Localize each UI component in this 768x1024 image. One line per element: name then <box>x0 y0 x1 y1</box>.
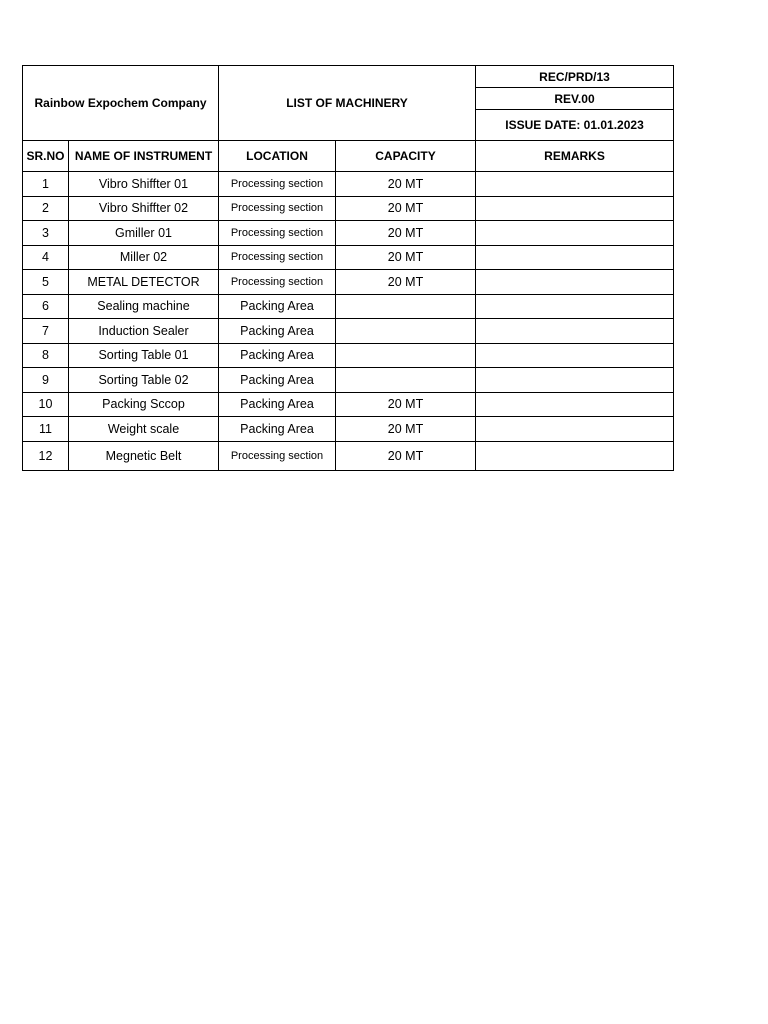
table-row <box>23 441 674 470</box>
cell-sr-no: 9 <box>23 368 69 393</box>
cell-remarks <box>476 368 674 393</box>
cell-instrument-name: Sorting Table 02 <box>69 368 219 393</box>
machinery-table <box>22 65 674 471</box>
cell-capacity <box>336 343 476 368</box>
cell-location: Packing Area <box>219 368 336 393</box>
cell-sr-no: 6 <box>23 294 69 319</box>
cell-location: Processing section <box>219 172 336 197</box>
cell-location: Packing Area <box>219 294 336 319</box>
cell-capacity: 20 MT <box>336 172 476 197</box>
cell-sr-no: 8 <box>23 343 69 368</box>
cell-capacity: 20 MT <box>336 417 476 442</box>
cell-instrument-name: Gmiller 01 <box>69 221 219 246</box>
cell-sr-no: 3 <box>23 221 69 246</box>
issue-date: ISSUE DATE: 01.01.2023 <box>476 110 674 141</box>
cell-remarks <box>476 392 674 417</box>
cell-location: Processing section <box>219 270 336 295</box>
table-row <box>23 319 674 344</box>
table-row <box>23 368 674 393</box>
cell-remarks <box>476 319 674 344</box>
column-header-sr-no: SR.NO <box>23 141 69 172</box>
cell-remarks <box>476 221 674 246</box>
cell-remarks <box>476 417 674 442</box>
table-row <box>23 294 674 319</box>
cell-sr-no: 7 <box>23 319 69 344</box>
cell-location: Processing section <box>219 196 336 221</box>
cell-instrument-name: Weight scale <box>69 417 219 442</box>
cell-remarks <box>476 196 674 221</box>
table-row <box>23 417 674 442</box>
cell-sr-no: 10 <box>23 392 69 417</box>
cell-capacity <box>336 368 476 393</box>
cell-location: Processing section <box>219 221 336 246</box>
cell-instrument-name: Sealing machine <box>69 294 219 319</box>
cell-capacity: 20 MT <box>336 245 476 270</box>
cell-capacity: 20 MT <box>336 441 476 470</box>
cell-sr-no: 12 <box>23 441 69 470</box>
cell-location: Processing section <box>219 441 336 470</box>
revision-number: REV.00 <box>476 88 674 110</box>
cell-capacity <box>336 319 476 344</box>
table-row <box>23 343 674 368</box>
cell-remarks <box>476 343 674 368</box>
cell-instrument-name: Vibro Shiffter 01 <box>69 172 219 197</box>
cell-capacity: 20 MT <box>336 392 476 417</box>
cell-instrument-name: Packing Sccop <box>69 392 219 417</box>
cell-remarks <box>476 245 674 270</box>
cell-instrument-name: Megnetic Belt <box>69 441 219 470</box>
cell-sr-no: 2 <box>23 196 69 221</box>
column-header-remarks: REMARKS <box>476 141 674 172</box>
cell-sr-no: 1 <box>23 172 69 197</box>
cell-remarks <box>476 441 674 470</box>
cell-capacity: 20 MT <box>336 196 476 221</box>
table-row <box>23 270 674 295</box>
cell-location: Packing Area <box>219 392 336 417</box>
cell-sr-no: 11 <box>23 417 69 442</box>
company-name: Rainbow Expochem Company <box>23 66 219 141</box>
cell-remarks <box>476 172 674 197</box>
document-title: LIST OF MACHINERY <box>219 66 476 141</box>
cell-instrument-name: Vibro Shiffter 02 <box>69 196 219 221</box>
cell-location: Packing Area <box>219 319 336 344</box>
cell-instrument-name: Sorting Table 01 <box>69 343 219 368</box>
cell-location: Packing Area <box>219 417 336 442</box>
column-header-name: NAME OF INSTRUMENT <box>69 141 219 172</box>
table-row <box>23 172 674 197</box>
document-code: REC/PRD/13 <box>476 66 674 88</box>
cell-instrument-name: Miller 02 <box>69 245 219 270</box>
cell-sr-no: 4 <box>23 245 69 270</box>
table-row <box>23 392 674 417</box>
cell-capacity <box>336 294 476 319</box>
column-header-row <box>23 141 674 172</box>
cell-instrument-name: METAL DETECTOR <box>69 270 219 295</box>
cell-instrument-name: Induction Sealer <box>69 319 219 344</box>
column-header-location: LOCATION <box>219 141 336 172</box>
cell-location: Packing Area <box>219 343 336 368</box>
table-row <box>23 245 674 270</box>
column-header-capacity: CAPACITY <box>336 141 476 172</box>
cell-capacity: 20 MT <box>336 270 476 295</box>
cell-sr-no: 5 <box>23 270 69 295</box>
cell-capacity: 20 MT <box>336 221 476 246</box>
cell-remarks <box>476 270 674 295</box>
cell-remarks <box>476 294 674 319</box>
table-row <box>23 196 674 221</box>
machinery-sheet <box>22 65 673 471</box>
cell-location: Processing section <box>219 245 336 270</box>
table-row <box>23 221 674 246</box>
